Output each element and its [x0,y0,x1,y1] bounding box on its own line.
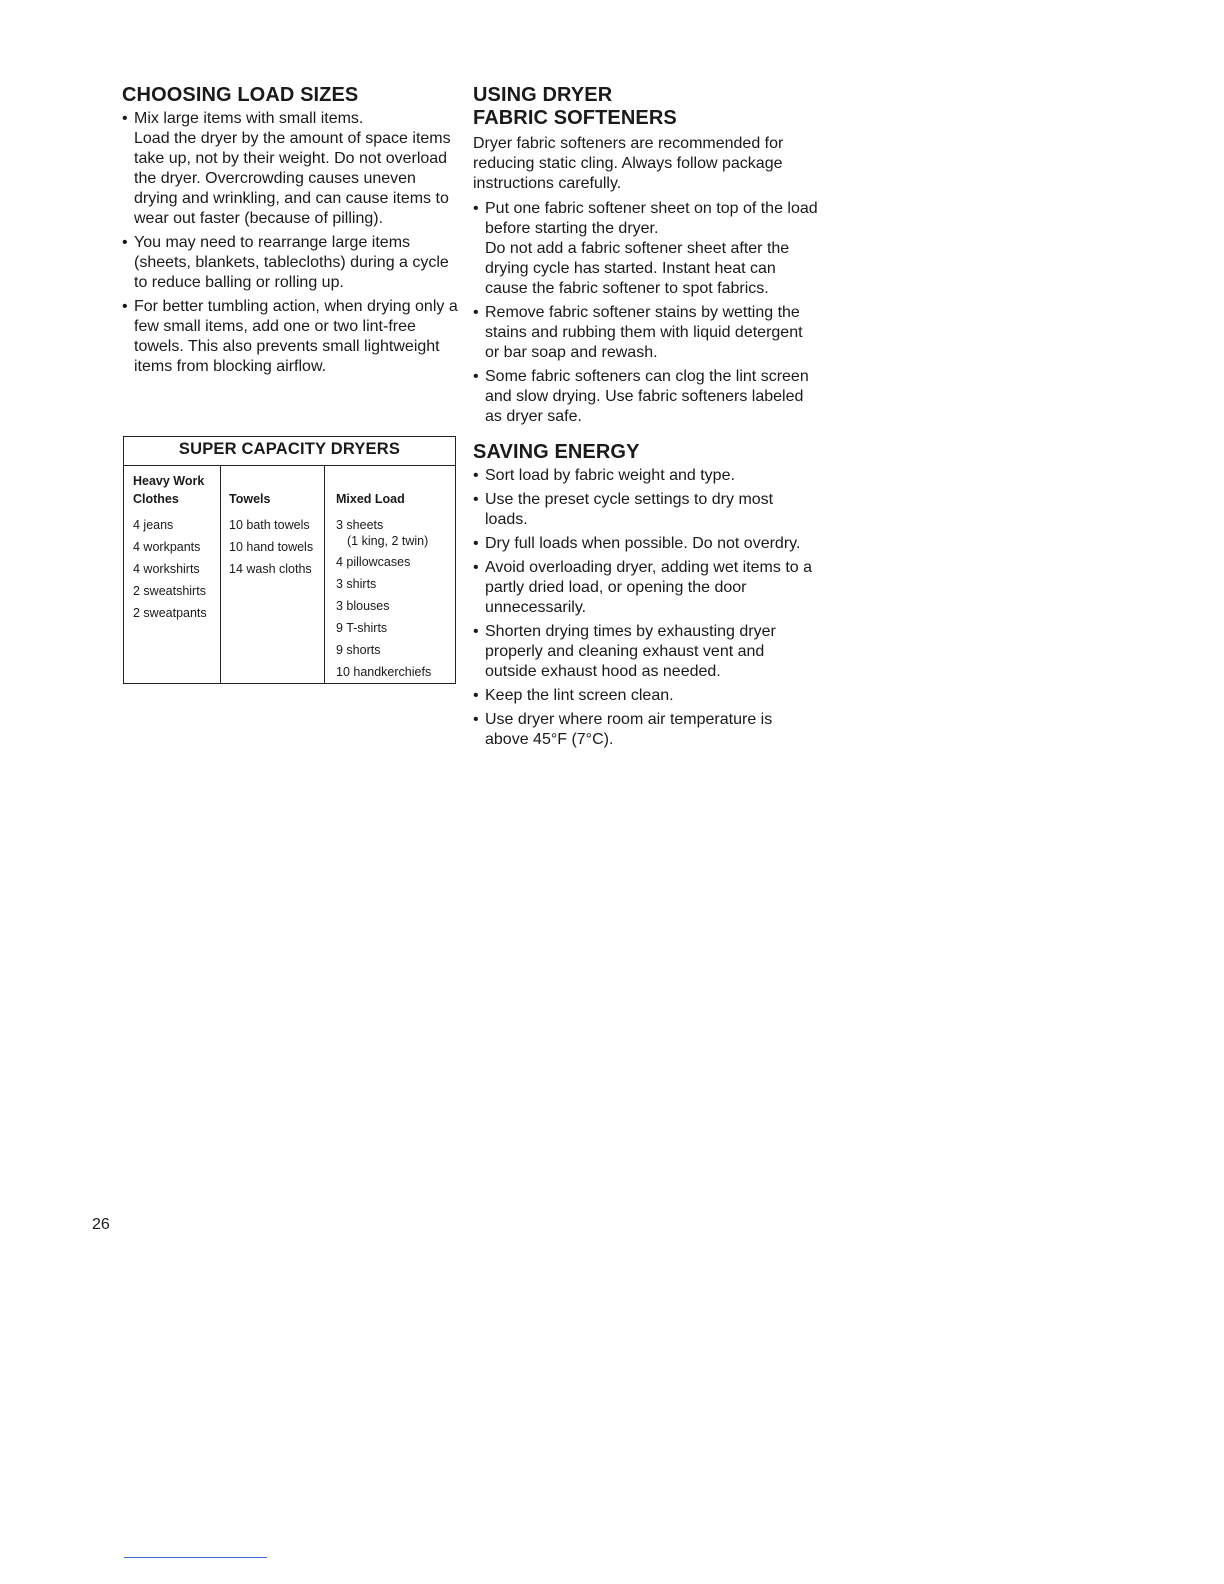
fabric-softeners-heading: USING DRYER FABRIC SOFTENERS [473,84,677,129]
list-item: • Use dryer where room air temperature is above 45°F (7°C). [473,710,818,750]
table-column-heavy-work-clothes [124,466,221,684]
table-cell: 3 blouses [336,599,390,613]
table-cell: 4 workshirts [133,562,200,576]
right-column [473,84,818,754]
table-cell: 4 pillowcases [336,555,411,569]
table-column-mixed-load [325,466,455,684]
table-title: SUPER CAPACITY DRYERS [124,437,455,466]
list-item: • Use the preset cycle settings to dry most loads. [473,490,818,530]
table-cell: 4 jeans [133,518,174,532]
list-item: • Keep the lint screen clean. [473,686,818,706]
sheets-note: (1 king, 2 twin) [347,534,429,548]
left-column [122,84,462,381]
table-cell: 3 sheets (1 king, 2 twin) [336,514,455,551]
table-cell: 3 shirts [336,577,377,591]
list-item: • Avoid overloading dryer, adding wet items to a partly dried load, or opening the door unnecessarily. [473,558,818,618]
choosing-load-sizes-heading: CHOOSING LOAD SIZES [122,84,359,106]
list-item: • Remove fabric softener stains by wetting the stains and rubbing them with liquid detergent or bar soap and rewash. [473,303,818,363]
saving-energy-list [473,466,818,750]
fabric-softeners-list [473,199,818,427]
fabric-softeners-intro: Dryer fabric softeners are recommended for reducing static cling. Always follow package instructions carefully. [473,135,784,192]
table-cell: 4 workpants [133,540,201,554]
saving-energy-heading: SAVING ENERGY [473,441,640,463]
table-column-towels [221,466,325,684]
list-item: • You may need to rearrange large items (sheets, blankets, tablecloths) during a cycle to reduce balling or rolling up. [122,233,462,293]
table-cell: 10 handkerchiefs [336,665,432,679]
page-number: 26 [92,1216,110,1233]
table-cell: 9 shorts [336,643,381,657]
table-cell: 9 T-shirts [336,621,388,635]
list-item: • Sort load by fabric weight and type. [473,466,818,486]
list-item: • Dry full loads when possible. Do not overdry. [473,534,818,554]
list-item: • Shorten drying times by exhausting dryer properly and cleaning exhaust vent and outside exhaust hood as needed. [473,622,818,682]
column-header: Mixed Load [336,492,405,506]
table-cell: 14 wash cloths [229,562,312,576]
column-header: Heavy Work Clothes [133,474,205,506]
table-cell: 10 bath towels [229,518,310,532]
column-header: Towels [229,492,271,506]
list-item: • For better tumbling action, when drying only a few small items, add one or two lint-free towels. This also prevents small lightweight items from blocking airflow. [122,297,462,377]
list-item: • Put one fabric softener sheet on top of the load before starting the dryer. Do not add a fabric softener sheet after the drying cycle has started. Instant heat can cause the fabric softener to spot fabrics. [473,199,818,299]
list-item: • Mix large items with small items. Load the dryer by the amount of space items take up, not by their weight. Do not overload the dryer. Overcrowding causes uneven drying and wrinkling, and can cause items to wear out faster (because of pilling). [122,109,462,229]
footer-rule [124,1557,267,1558]
table-cell: 2 sweatpants [133,606,207,620]
table-body [124,466,455,684]
list-item: • Some fabric softeners can clog the lint screen and slow drying. Use fabric softeners labeled as dryer safe. [473,367,818,427]
choosing-load-sizes-list [122,109,462,377]
table-cell: 10 hand towels [229,540,314,554]
table-cell: 2 sweatshirts [133,584,206,598]
super-capacity-dryers-table [123,436,456,684]
